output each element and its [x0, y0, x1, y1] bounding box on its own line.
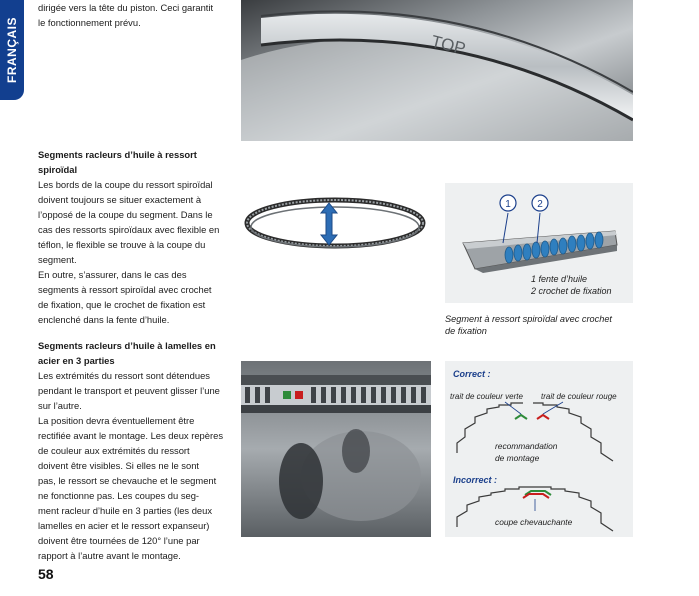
correct-incorrect-diagram [445, 361, 633, 537]
three-part-ring-photo [241, 361, 431, 537]
heading-line: acier en 3 parties [38, 355, 115, 366]
callout-line-1 [503, 213, 508, 243]
callout-number-1: 1 [505, 199, 511, 210]
spiral-cross-section-diagram [445, 183, 633, 303]
red-mark-label: trait de couleur rouge [541, 392, 617, 401]
top-marking-illustration [241, 0, 633, 141]
body-line: lamelles en acier et le ressort expanseur) [38, 520, 210, 531]
piston-recess [342, 429, 370, 473]
body-line: La position devra éventuellement être [38, 415, 195, 426]
top-marking-photo [241, 0, 633, 141]
red-color-mark [295, 391, 303, 399]
legend-oil-slot: 1 fente d’huile [531, 274, 588, 284]
language-tab-label-wrap [0, 0, 24, 100]
body-line: de couleur aux extrémités du ressort [38, 445, 190, 456]
body-line: cas des ressorts spiroïdaux avec flexible en [38, 224, 220, 235]
intro-paragraph [38, 0, 234, 30]
page-number: 58 [38, 566, 54, 582]
body-line: sur l’autre. [38, 400, 82, 411]
three-part-ring-illustration [241, 361, 431, 537]
pin-hole [279, 443, 323, 519]
heading-line: Segments racleurs d’huile à ressort [38, 149, 197, 160]
language-tab-label: FRANÇAIS [5, 17, 19, 83]
callout-number-2: 2 [537, 199, 543, 210]
body-line: Les extrémités du ressort sont détendues [38, 370, 210, 381]
ring-strip-bottom [241, 405, 431, 413]
section-spiral-heading [38, 147, 234, 177]
section-three-part-heading [38, 338, 234, 368]
body-line: segments à ressort spiroïdal avec crochet [38, 284, 212, 295]
overlap-label: coupe chevauchante [495, 517, 573, 527]
spiral-ring-illustration [241, 183, 431, 263]
correct-red-mark [537, 415, 549, 419]
body-line: doivent être tournées de 120° l’une par [38, 535, 200, 546]
body-line: téflon, le flexible se trouve à la coupe du [38, 239, 206, 250]
recommendation-line-1: recommandation [495, 441, 558, 451]
caption-line: Segment à ressort spiroïdal avec crochet [445, 314, 612, 324]
spiral-ring-photo [241, 183, 431, 263]
correct-green-mark [515, 415, 527, 419]
recommendation-line-2: de montage [495, 453, 540, 463]
green-mark-label: trait de couleur verte [450, 392, 523, 401]
body-line: enclenché dans la fente d’huile. [38, 314, 170, 325]
body-line: pendant le transport et peuvent glisser l’une [38, 385, 220, 396]
up-down-arrow-icon [321, 203, 337, 245]
body-line: En outre, s’assurer, dans le cas des [38, 269, 187, 280]
correct-incorrect-illustration [445, 361, 633, 537]
heading-line: Segments racleurs d’huile à lamelles en [38, 340, 216, 351]
top-engraving: TOP [429, 31, 468, 59]
body-line: segment. [38, 254, 77, 265]
incorrect-red-mark [523, 494, 549, 498]
green-color-mark [283, 391, 291, 399]
spiral-diagram-illustration [445, 183, 633, 303]
body-line: pas, le ressort se chevauche et le segment [38, 475, 217, 486]
body-line: doivent être visibles. Si elles ne le sont [38, 460, 200, 471]
correct-label: Correct : [453, 369, 491, 379]
incorrect-label: Incorrect : [453, 475, 498, 485]
body-line: rectifiée avant le montage. Les deux repères [38, 430, 224, 441]
green-pointer-line [505, 402, 521, 414]
body-line: ne fonctionne pas. Les coupes du seg- [38, 490, 200, 501]
section-three-part [38, 338, 234, 563]
section-spiral-spring [38, 147, 234, 327]
ring-strip-top [241, 375, 431, 385]
body-line: l’opposé de la coupe du segment. Dans le [38, 209, 213, 220]
heading-line: spiroïdal [38, 164, 78, 175]
spiral-diagram-caption [445, 313, 645, 337]
body-line: Les bords de la coupe du ressort spiroïdal [38, 179, 213, 190]
caption-line: de fixation [445, 326, 487, 336]
legend-fixing-hook: 2 crochet de fixation [531, 286, 612, 296]
body-line: ment racleur d’huile en 3 parties (les deux [38, 505, 213, 516]
body-line: rapport à l’autre avant le montage. [38, 550, 181, 561]
body-line: doivent toujours se situer exactement à [38, 194, 202, 205]
intro-line: dirigée vers la tête du piston. Ceci garantit [38, 2, 214, 13]
intro-line: le fonctionnement prévu. [38, 17, 141, 28]
body-line: de fixation, que le crochet de fixation est [38, 299, 206, 310]
